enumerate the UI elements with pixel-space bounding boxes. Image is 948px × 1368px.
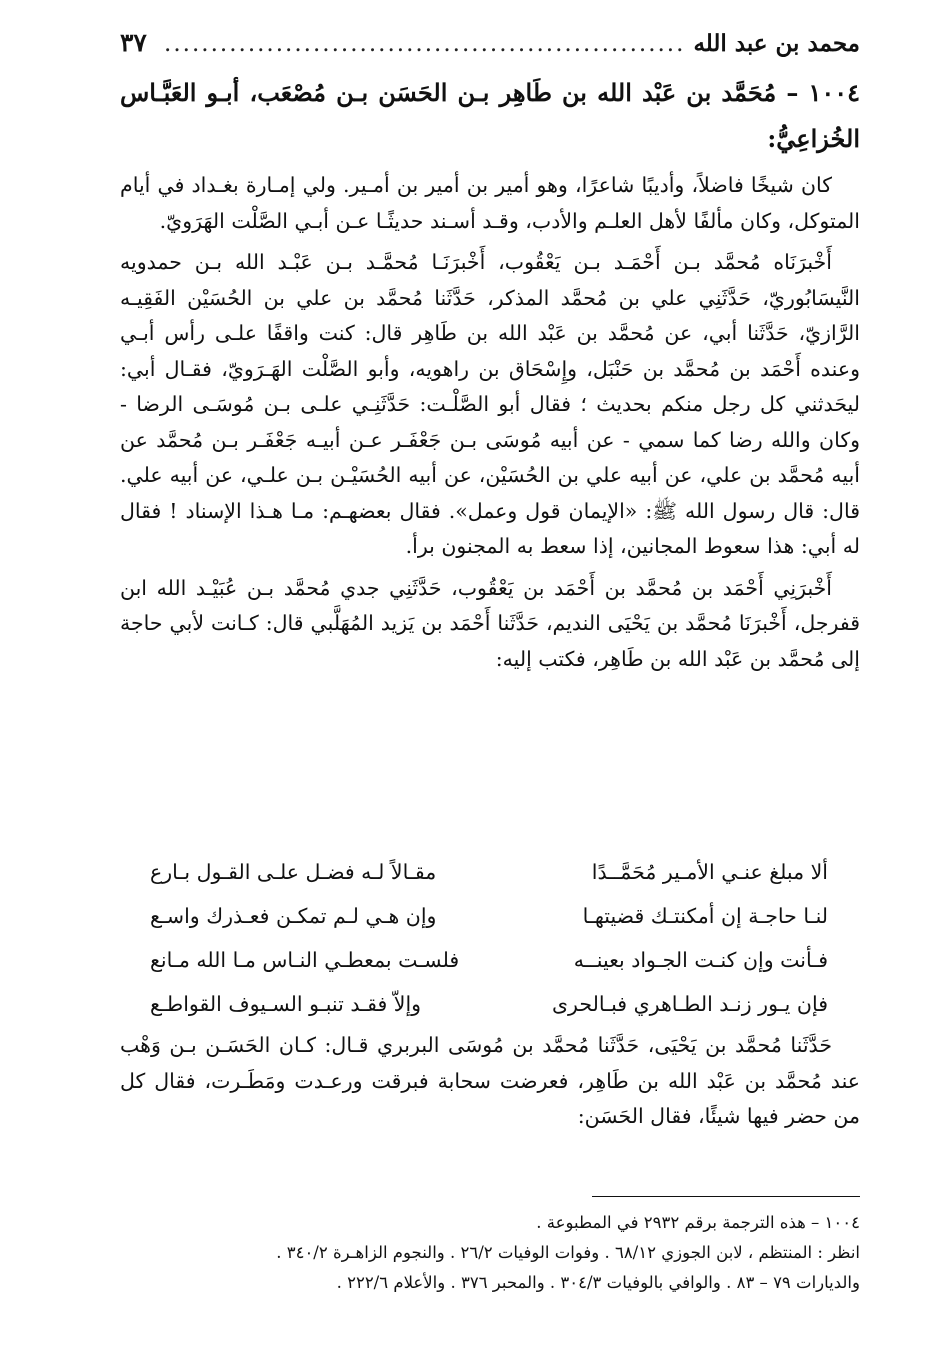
running-title: محمد بن عبد الله xyxy=(693,30,860,57)
poem-verse xyxy=(150,850,838,894)
verse-first-hemistich: ألا مبلغ عنـي الأمـير مُحَمَّــدًا xyxy=(591,860,828,884)
footnote-line: ١٠٠٤ – هذه الترجمة برقم ٢٩٣٢ في المطبوعة . xyxy=(536,1213,860,1232)
paragraph: كان شيخًا فاضلاً، وأديبًا شاعرًا، وهو أمير بن أمير بن أمـير. ولي إمـارة بغـداد في أيام المتوكل، وكان مألفًا لأهل العلـم والأدب، وقـد أسـند حديثًـا عـن أبـي الصَّلْت الهَرَويّ. xyxy=(120,173,860,233)
verse-first-hemistich: فـأنت وإن كنـت الجـواد بعينــه xyxy=(573,948,828,972)
paragraph: أَخْبرَنَاه مُحمَّد بـن أَحْمَـد بـن يَعْقُوب، أَخْبرَنَـا مُحمَّـد بـن عَبْـد الله بـن حمدويه النَّيسَابُوريّ، حَدَّثَنِي علي بن مُحمَّد المذكر، حَدَّثَنا مُحمَّد بن علي بن الحُسَيْن الفَقِيـه الرَّازيّ، حَدَّثَنا أبي، عن مُحمَّد بن عَبْد الله بن طَاهِر قال: كنت واقفًا علـى رأس أبـي وعنده أَحْمَد بن مُحمَّد بن حَنْبَل، وإِسْحَاق بن راهويه، وأبو الصَّلْت الهَـرَويّ، فقـال أبي: ليحَدثني كل رجل منكم بحديث ؛ فقال أبو الصَّلْـت: حَدَّثَنِـي علـى بـن مُوسَـى الرضا - وكان والله رضا كما سمي - عن أبيه مُوسَى بـن جَعْفَـر عـن أبيـه جَعْفَـر بـن مُحمَّد عن أبيه مُحمَّد بن علي، عن أبيه علي بن الحُسَيْن، عن أبيه الحُسَيْـن بـن علـي، عن أبيه علي. قال: قال رسول الله ﷺ: «الإيمان قول وعمل». فقال بعضهـم: مـا هـذا الإسناد ! فقال له أبي: هذا سعوط المجانين، إذا سعط به المجنون برأ. xyxy=(120,250,860,558)
verse-second-hemistich: فلسـت بمعطـي النـاس مـا الله مـانع xyxy=(150,948,460,972)
page-number: ٣٧ xyxy=(120,28,147,57)
footnotes xyxy=(120,1208,860,1298)
running-header xyxy=(120,28,860,64)
body-text-after-poem xyxy=(120,1028,860,1141)
poem-verse xyxy=(150,894,838,938)
poem-verse xyxy=(150,938,838,982)
verse-first-hemistich: لنـا حاجـة إن أمكنتـك قضيتهـا xyxy=(582,904,828,928)
verse-first-hemistich: فإن يـور زنـد الطـاهري فبـالحرى xyxy=(552,992,828,1016)
paragraph: أَخْبرَنِي أَحْمَد بن مُحمَّد بن أَحْمَد بن يَعْقُوب، حَدَّثَنِي جدي مُحمَّد بـن عُبَيْـد الله ابن قفرجل، أَخْبرَنَا مُحمَّد بن يَحْيَى النديم، حَدَّثَنا أَحْمَد بن يَزيد المُهَلَّبي قال: كـانت لأبي حاجة إلى مُحمَّد بن عَبْد الله بن طَاهِر، فكتب إليه: xyxy=(120,575,860,671)
paragraph: حَدَّثَنا مُحمَّد بن يَحْيَى، حَدَّثَنا مُحمَّد بن مُوسَى البربري قـال: كـان الحَسَـن بـن وَهْب عند مُحمَّد بن عَبْد الله بن طَاهِر، فعرضت سحابة فبرقت ورعـدت ومَطَـرت، فقال كل من حضر فيها شيئًا، فقال الحَسَن: xyxy=(120,1033,860,1128)
verse-second-hemistich: وإن هـي لـم تمكـن فعـذرك واسـع xyxy=(150,904,437,928)
leader-dots: ........................................................ xyxy=(164,31,686,57)
footnote-divider xyxy=(592,1196,860,1197)
verse-second-hemistich: مقـالاً لـه فضـل علـى القـول بـارع xyxy=(150,860,437,884)
verse-second-hemistich: وإلاّ فقـد تنبـو السـيوف القواطـع xyxy=(150,992,422,1016)
footnote-line: والديارات ٧٩ – ٨٣ . والوافي بالوفيات ٣٠٤/٣ . والمحبر ٣٧٦ . والأعلام ٢٢٢/٦ . xyxy=(336,1273,860,1292)
body-text-before-poem xyxy=(120,168,860,683)
poem xyxy=(150,850,838,1026)
poem-verse xyxy=(150,982,838,1026)
entry-title: ١٠٠٤ – مُحَمَّد بن عَبْد الله بن طَاهِر بـن الحَسَن بـن مُصْعَب، أبـو العَبَّـاس الخُزاعِيُّ: xyxy=(120,78,860,153)
footnote-line: انظر : المنتظم ، لابن الجوزي ٦٨/١٢ . وفوات الوفيات ٢٦/٢ . والنجوم الزاهـرة ٣٤٠/٢ . xyxy=(276,1243,860,1262)
